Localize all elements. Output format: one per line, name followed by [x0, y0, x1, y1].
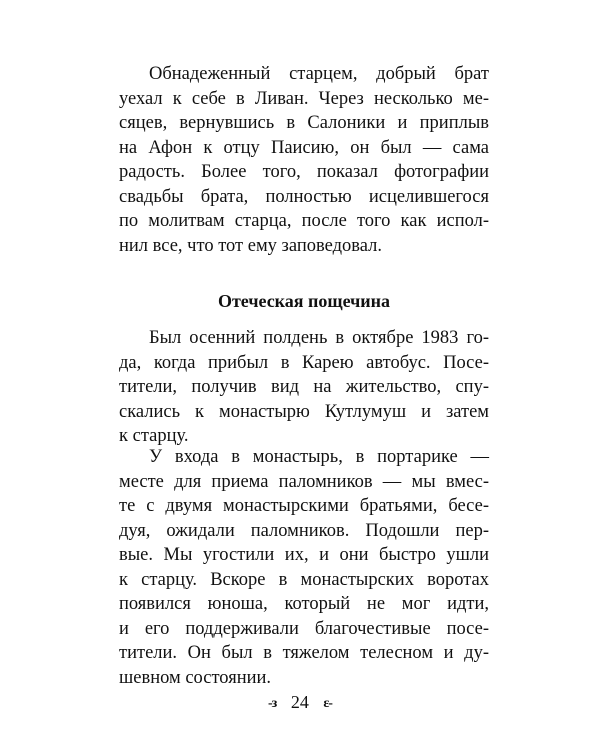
paragraph-line: тители, получив вид на жительство, спу-: [119, 377, 489, 397]
page-number-footer: [0, 692, 600, 713]
paragraph-line: к старцу.: [119, 426, 189, 446]
paragraph-line: У входа в монастырь, в портарике —: [149, 447, 489, 467]
paragraph-line: шевном состоянии.: [119, 667, 272, 688]
paragraph-3: [119, 445, 489, 690]
paragraph-line: да, когда прибыл в Карею автобус. Посе-: [119, 352, 489, 373]
paragraph-line: к старцу. Вскоре в монастырских воротах: [119, 569, 489, 590]
paragraph-line: Был осенний полдень в октябре 1983 го-: [149, 328, 489, 348]
paragraph-line: появился юноша, который не мог идти,: [119, 594, 489, 614]
paragraph-line: нил все, что тот ему заповедовал.: [119, 235, 382, 256]
paragraph-2: [119, 326, 489, 449]
ornament-left-icon: -з: [268, 696, 277, 711]
paragraph-line: те с двумя монастырскими братьями, бесе-: [119, 496, 489, 516]
paragraph-line: скались к монастырю Кутлумуш и затем: [119, 401, 489, 422]
paragraph-1: [119, 62, 489, 258]
paragraph-line: и его поддерживали благочестивые посе-: [119, 618, 489, 639]
paragraph-line: свадьбы брата, полностью исцелившегося: [119, 186, 489, 207]
paragraph-line: тители. Он был в тяжелом телесном и ду-: [119, 643, 489, 663]
paragraph-line: сяцев, вернувшись в Салоники и приплыв: [119, 113, 489, 133]
section-heading: Отеческая пощечина: [217, 291, 391, 311]
paragraph-line: радость. Более того, показал фотографии: [119, 162, 489, 182]
paragraph-line: месте для приема паломников — мы вмес-: [119, 471, 489, 492]
paragraph-line: по молитвам старца, после того как испол-: [119, 211, 489, 231]
ornament-right-icon: ε-: [323, 696, 332, 711]
paragraph-line: на Афон к отцу Паисию, он был — сама: [119, 137, 489, 158]
page-number: 24: [290, 692, 309, 712]
paragraph-line: Обнадеженный старцем, добрый брат: [149, 64, 489, 84]
paragraph-line: дуя, ожидали паломников. Подошли пер-: [119, 520, 489, 541]
paragraph-line: вые. Мы угостили их, и они быстро ушли: [119, 545, 489, 565]
paragraph-line: уехал к себе в Ливан. Через несколько ме-: [119, 88, 489, 109]
